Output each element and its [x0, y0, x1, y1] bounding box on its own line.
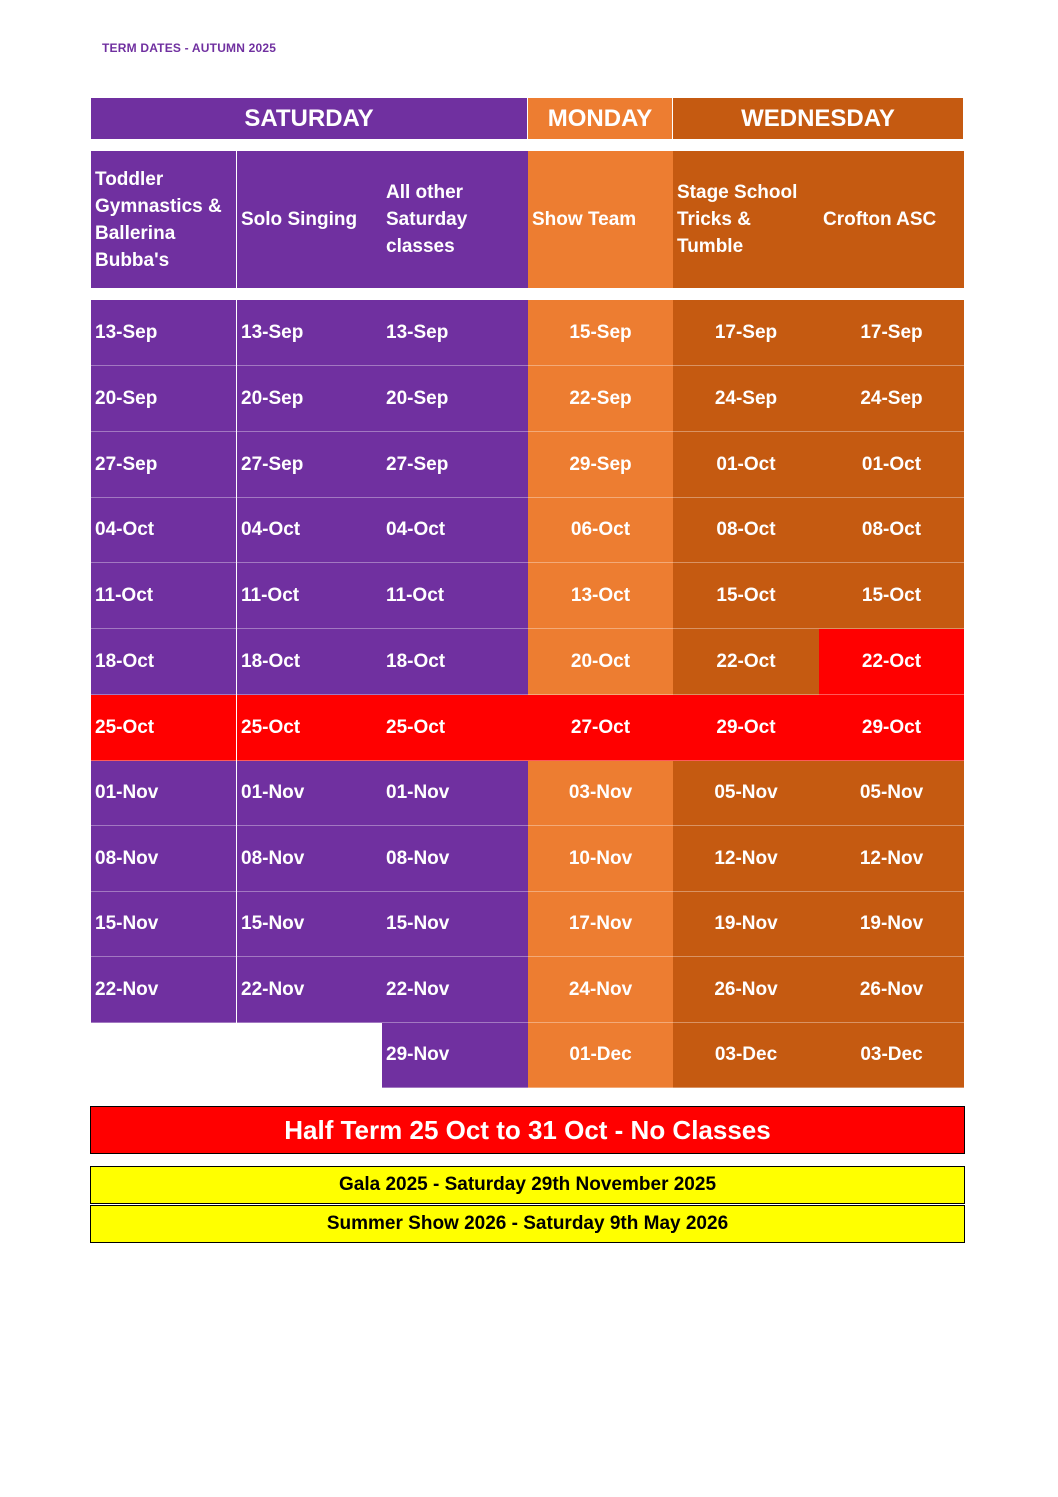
date-cell: 24-Nov	[528, 957, 673, 1023]
date-cell: 04-Oct	[237, 498, 382, 563]
date-cell: 15-Oct	[673, 563, 819, 629]
date-cell: 05-Nov	[819, 761, 964, 826]
date-cell: 15-Sep	[528, 300, 673, 366]
date-cell: 25-Oct	[91, 695, 236, 761]
date-cell: 20-Oct	[528, 629, 673, 695]
date-cell: 27-Sep	[237, 432, 382, 498]
date-cell: 04-Oct	[382, 498, 528, 563]
column-header: All other Saturday classes	[382, 151, 528, 288]
date-cell: 08-Oct	[819, 498, 964, 563]
date-cell: 08-Nov	[91, 826, 236, 892]
date-cell: 20-Sep	[382, 366, 528, 432]
date-cell: 01-Oct	[673, 432, 819, 498]
date-cell: 20-Sep	[237, 366, 382, 432]
date-cell: 05-Nov	[673, 761, 819, 826]
date-cell: 08-Oct	[673, 498, 819, 563]
date-cell: 27-Sep	[382, 432, 528, 498]
column-header: Show Team	[528, 151, 673, 288]
date-cell: 18-Oct	[382, 629, 528, 695]
day-header-wednesday: WEDNESDAY	[673, 98, 963, 139]
date-cell: 13-Sep	[382, 300, 528, 366]
date-cell: 27-Oct	[528, 695, 673, 761]
date-cell: 13-Sep	[91, 300, 236, 366]
date-cell: 01-Nov	[382, 761, 528, 826]
date-cell: 22-Oct	[673, 629, 819, 695]
date-cell: 26-Nov	[673, 957, 819, 1023]
date-cell: 15-Nov	[91, 892, 236, 957]
date-cell: 29-Nov	[382, 1023, 528, 1088]
column-header: Toddler Gymnastics & Ballerina Bubba's	[91, 151, 236, 288]
document-title: TERM DATES - AUTUMN 2025	[102, 41, 277, 55]
date-cell: 03-Dec	[819, 1023, 964, 1088]
date-cell: 11-Oct	[91, 563, 236, 629]
day-header-saturday: SATURDAY	[91, 98, 527, 139]
date-cell: 01-Oct	[819, 432, 964, 498]
date-cell: 25-Oct	[382, 695, 528, 761]
date-cell: 22-Oct	[819, 629, 964, 695]
date-cell: 03-Dec	[673, 1023, 819, 1088]
day-header-monday: MONDAY	[528, 98, 672, 139]
date-cell: 15-Nov	[237, 892, 382, 957]
date-cell: 24-Sep	[819, 366, 964, 432]
date-cell: 17-Sep	[673, 300, 819, 366]
date-cell: 13-Sep	[237, 300, 382, 366]
date-cell: 24-Sep	[673, 366, 819, 432]
date-cell: 04-Oct	[91, 498, 236, 563]
date-cell: 11-Oct	[382, 563, 528, 629]
date-cell: 29-Sep	[528, 432, 673, 498]
gala-event-row: Gala 2025 - Saturday 29th November 2025	[90, 1166, 965, 1204]
date-cell: 01-Dec	[528, 1023, 673, 1088]
date-cell: 08-Nov	[382, 826, 528, 892]
date-cell: 11-Oct	[237, 563, 382, 629]
date-cell: 25-Oct	[237, 695, 382, 761]
date-cell: 03-Nov	[528, 761, 673, 826]
date-cell: 22-Sep	[528, 366, 673, 432]
column-header: Solo Singing	[237, 151, 382, 288]
date-cell: 27-Sep	[91, 432, 236, 498]
date-cell: 08-Nov	[237, 826, 382, 892]
date-cell: 19-Nov	[819, 892, 964, 957]
date-cell: 22-Nov	[91, 957, 236, 1023]
date-cell: 15-Oct	[819, 563, 964, 629]
date-cell: 22-Nov	[237, 957, 382, 1023]
date-cell: 06-Oct	[528, 498, 673, 563]
summer-show-event-row: Summer Show 2026 - Saturday 9th May 2026	[90, 1205, 965, 1243]
column-header: Stage School Tricks & Tumble	[673, 151, 819, 288]
date-cell: 12-Nov	[819, 826, 964, 892]
half-term-banner: Half Term 25 Oct to 31 Oct - No Classes	[90, 1106, 965, 1154]
date-cell: 10-Nov	[528, 826, 673, 892]
date-cell: 18-Oct	[91, 629, 236, 695]
date-cell: 29-Oct	[673, 695, 819, 761]
date-cell: 22-Nov	[382, 957, 528, 1023]
date-cell: 15-Nov	[382, 892, 528, 957]
date-cell: 12-Nov	[673, 826, 819, 892]
date-cell: 13-Oct	[528, 563, 673, 629]
date-cell: 20-Sep	[91, 366, 236, 432]
date-cell: 01-Nov	[91, 761, 236, 826]
date-cell: 26-Nov	[819, 957, 964, 1023]
date-cell: 17-Nov	[528, 892, 673, 957]
column-header: Crofton ASC	[819, 151, 964, 288]
date-cell: 18-Oct	[237, 629, 382, 695]
date-cell: 17-Sep	[819, 300, 964, 366]
date-cell: 01-Nov	[237, 761, 382, 826]
date-cell: 19-Nov	[673, 892, 819, 957]
date-cell: 29-Oct	[819, 695, 964, 761]
